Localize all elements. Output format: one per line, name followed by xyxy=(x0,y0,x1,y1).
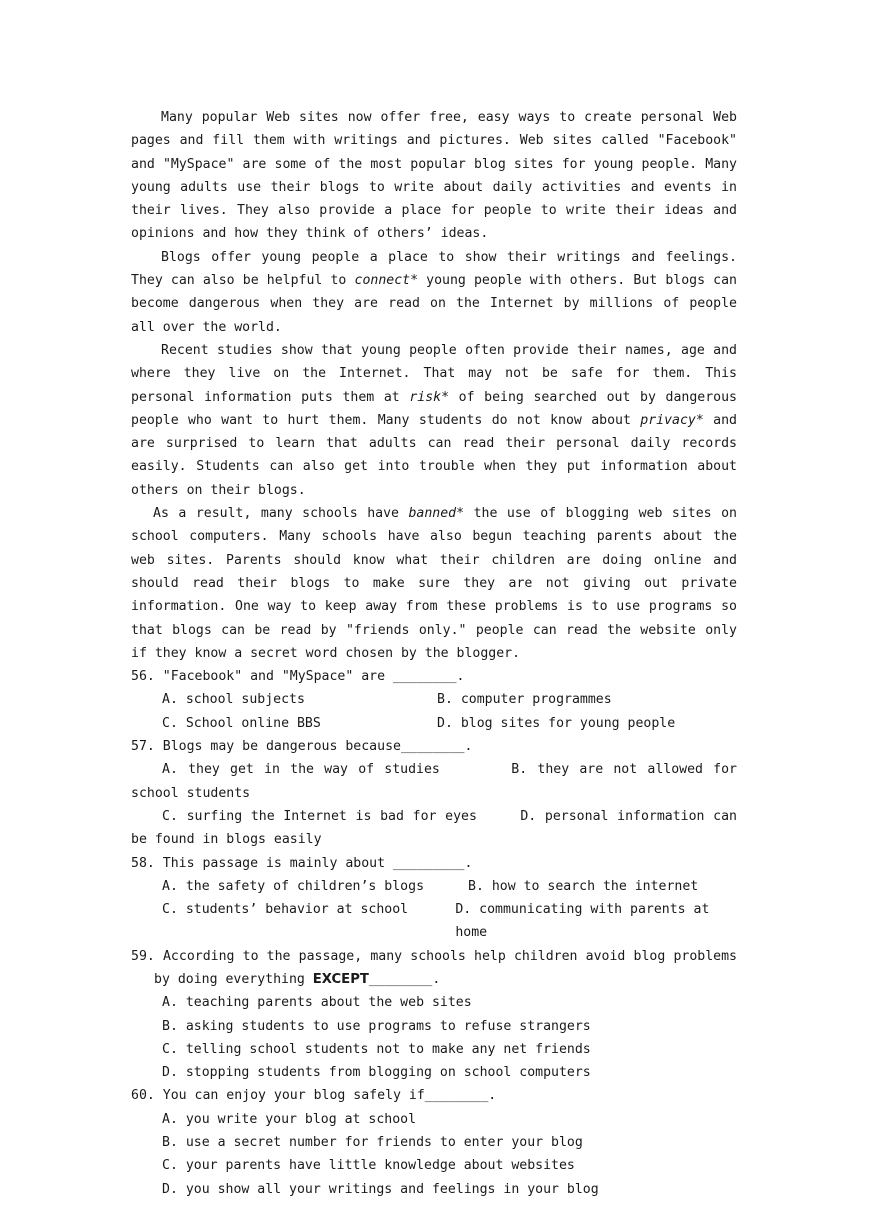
document-page xyxy=(131,106,737,1201)
question-58-option-a[interactable]: A. the safety of children’s blogs xyxy=(162,878,425,894)
question-59-option-c[interactable]: C. telling school students not to make any net friends xyxy=(162,1041,591,1057)
question-57-option-c[interactable]: C. surfing the Internet is bad for eyes xyxy=(162,808,477,824)
question-56-option-a[interactable]: A. school subjects xyxy=(162,692,305,708)
question-56-row-2 xyxy=(131,712,737,735)
question-57-option-a[interactable]: A. they get in the way of studies xyxy=(162,762,440,778)
question-58-option-c[interactable]: C. students’ behavior at school xyxy=(162,902,409,918)
question-58 xyxy=(131,852,737,945)
p4-keyword: banned xyxy=(408,506,457,522)
question-57-row-1 xyxy=(131,758,737,805)
question-58-row-2 xyxy=(131,898,737,945)
p2-keyword: connect xyxy=(354,273,411,289)
question-60-option-d[interactable]: D. you show all your writings and feelings in your blog xyxy=(162,1181,599,1197)
question-57 xyxy=(131,735,737,851)
question-57-row-2 xyxy=(131,805,737,852)
question-57-option-b[interactable]: B. they are not allowed for school students xyxy=(131,762,737,801)
question-59-stem xyxy=(131,945,737,992)
question-59-option-a[interactable]: A. teaching parents about the web sites xyxy=(162,995,472,1011)
question-59-option-d[interactable]: D. stopping students from blogging on school computers xyxy=(162,1065,591,1081)
p4-text-a: As a result, many schools have xyxy=(153,506,409,522)
question-60-option-c[interactable]: C. your parents have little knowledge about websites xyxy=(162,1158,575,1174)
p3-text-a: Recent studies show that young people often provide their names, age and where they live on the Internet. That may not be safe for them. This personal information puts them at xyxy=(131,342,737,405)
question-56-option-b[interactable]: B. computer programmes xyxy=(437,692,612,708)
question-58-stem: 58. This passage is mainly about _________. xyxy=(131,855,473,871)
question-58-option-d[interactable]: D. communicating with parents at home xyxy=(455,902,710,941)
question-60-option-b[interactable]: B. use a secret number for friends to enter your blog xyxy=(162,1135,583,1151)
question-56-option-d[interactable]: D. blog sites for young people xyxy=(437,715,676,731)
question-56-option-c[interactable]: C. School online BBS xyxy=(162,715,321,731)
passage-paragraph-2 xyxy=(131,246,737,339)
question-56-row-1 xyxy=(131,688,737,711)
question-59-except: EXCEPT xyxy=(312,971,369,987)
p4-text-b: * the use of blogging web sites on school computers. Many schools have also begun teaching parents about the web sites. Parents should know what their children are doing online and should read their blogs to make sure they are not giving out private information. One way to keep away from these problems is to use programs so that blogs can be read by "friends only." people can read the website only if they know a secret word chosen by the blogger. xyxy=(131,506,737,661)
question-59-blank: ________. xyxy=(368,971,441,987)
question-59-option-b[interactable]: B. asking students to use programs to refuse strangers xyxy=(162,1018,591,1034)
question-57-stem: 57. Blogs may be dangerous because________. xyxy=(131,739,473,755)
p2-text-a: Blogs offer young people a place to show their writings and feelings. They can also be helpful to xyxy=(131,249,737,289)
question-57-option-d[interactable]: D. personal information can be found in blogs easily xyxy=(131,808,737,848)
p3-text-c: * and are surprised to learn that adults can read their personal daily records easily. Students can also get into trouble when they put information about others on their blogs. xyxy=(131,412,737,498)
question-60 xyxy=(131,1084,737,1200)
passage-paragraph-1: Many popular Web sites now offer free, easy ways to create personal Web pages and fill them with writings and pictures. Web sites called "Facebook" and "MySpace" are some of the most popular blog sites for young people. Many young adults use their blogs to write about daily activities and events in their lives. They also provide a place for people to write their ideas and opinions and how they think of others’ ideas. xyxy=(131,110,737,242)
passage-paragraph-3 xyxy=(131,339,737,502)
p3-keyword-risk: risk xyxy=(409,389,442,405)
p3-keyword-privacy: privacy xyxy=(640,412,696,428)
p2-text-b: * young people with others. But blogs can become dangerous when they are read on the Internet by millions of people all over the world. xyxy=(131,273,737,335)
question-59 xyxy=(131,945,737,1085)
passage-paragraph-4 xyxy=(131,502,737,665)
question-59-stem-text: 59. According to the passage, many schools help children avoid blog problems by doing everything xyxy=(131,948,737,987)
p3-text-b: * of being searched out by dangerous people who want to hurt them. Many students do not know about xyxy=(131,389,737,428)
question-58-row-1 xyxy=(131,875,737,898)
question-60-option-a[interactable]: A. you write your blog at school xyxy=(162,1111,417,1127)
question-56 xyxy=(131,665,737,735)
question-60-stem: 60. You can enjoy your blog safely if________. xyxy=(131,1088,497,1104)
question-56-stem: 56. "Facebook" and "MySpace" are ________. xyxy=(131,669,465,685)
question-58-option-b[interactable]: B. how to search the internet xyxy=(468,878,699,894)
